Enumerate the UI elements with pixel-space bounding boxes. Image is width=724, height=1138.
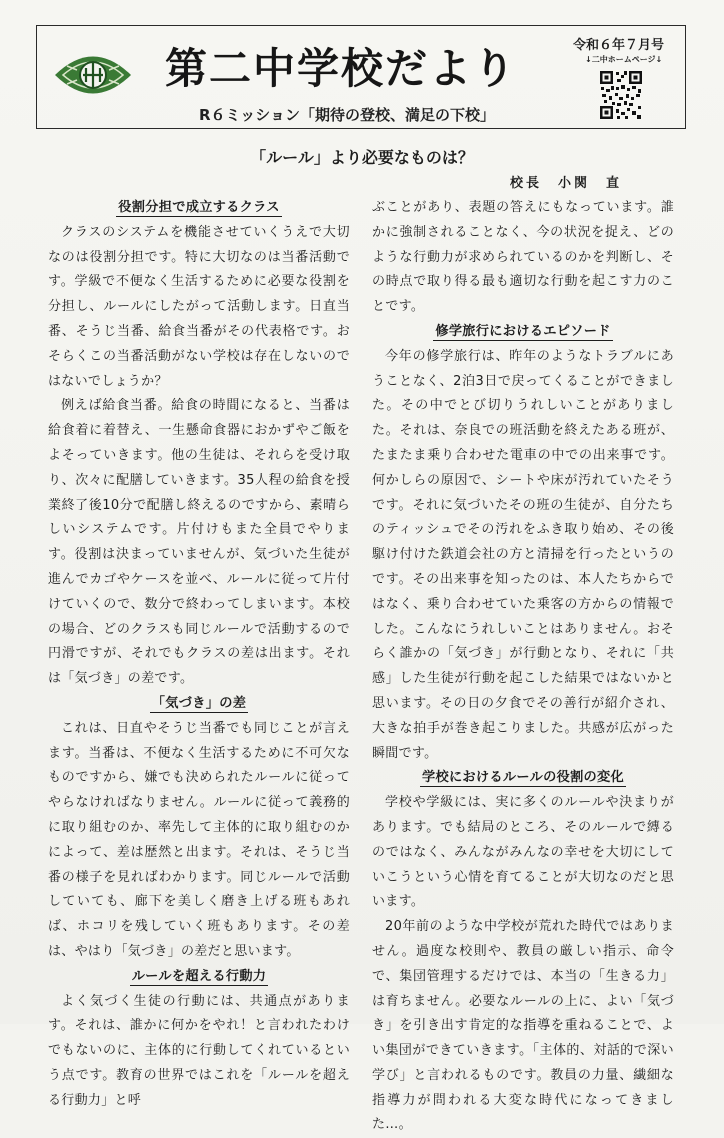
masthead [36,25,686,129]
mission-statement: R６ミッション「期待の登校、満足の下校」 [199,106,495,124]
article-title: 「ルール」より必要なものは？ [250,148,474,167]
article-author: 校長 小関 直 [510,176,623,191]
school-emblem-icon [53,46,133,104]
section-heading: ルールを超える行動力 [131,968,267,984]
paragraph: これは、日直やそうじ当番でも同じことが言えます。当番は、不便なく生活するために不可欠なものですから、嫌でも決められたルールに従ってやらなければなりません。ルールに従って義務的に取り組むのか、率先して主体的に取り組むのかによって、差は歴然と出ます。それは、そうじ当番の様子を見ればわかります。同じルールで活動していても、廊下を美しく磨き上げる班もあれば、ホコリを残していく班もあります。その差は、やはり「気づき」の差だと思います。 [48,720,350,959]
paragraph: 例えば給食当番。給食の時間になると、当番は給食着に着替え、一生懸命食器におかずやご飯をよそっていきます。他の生徒は、それらを受け取り、次々に配膳していきます。35人程の給食を授業終了後10分で配膳し終えるのですから、素晴らしいシステムです。片付けもまた全員でやります。役割は決まっていませんが、気づいた生徒が進んでカゴやケースを並べ、ルールに従って片付けていくので、数分で終わってしまいます。本校の場合、どのクラスも同じルールで活動するので円滑ですが、それでもクラスの差は出ます。それは「気づき」の差です。 [48,398,350,687]
right-column [372,196,674,1138]
section-heading: 修学旅行におけるエピソード [435,323,611,339]
homepage-note: ↓二中ホームページ↓ [585,55,663,64]
section-heading: 役割分担で成立するクラス [118,200,280,215]
paragraph: 学校や学級には、実に多くのルールや決まりがあります。でも結局のところ、そのルールで縛るのではなく、みんながみんなの幸せを大切にしていこうという心情を育てることが大切なのだと思います。 [372,795,674,910]
paragraph: クラスのシステムを機能させていくうえで大切なのは役割分担です。特に大切なのは当番活動です。学級で不便なく生活するために必要な役割を分担し、ルールにしたがって活動します。日直当番、そうじ当番、給食当番がその代表格です。おそらくこの当番活動がない学校は存在しないのではないでしょうか？ [48,224,350,389]
section-heading: 「気づき」の差 [151,695,247,711]
paragraph: 今年の修学旅行は、昨年のようなトラブルにあうことなく、2泊3日で戻ってくることができました。その中でとび切りうれしいことがありました。それは、奈良での班活動を終えたある班が、たまたま乗り合わせた電車の中での出来事です。何かしらの原因で、シートや床が汚れていたそうです。それに気づいたその班の生徒が、自分たちのティッシュでその汚れをふき取り始め、その後駆け付けた鉄道会社の方と清掃を行ったというのです。その出来事を知ったのは、本人たちからではなく、乗り合わせていた乗客の方からの情報でした。こんなにうれしいことはありません。おそらく誰かの「気づき」が行動となり、それに「共感」した生徒が行動を起こした結果ではないかと思います。その日の夕食でその善行が紹介され、大きな拍手が巻き起こりました。共感が広がった瞬間です。 [372,348,674,761]
paragraph: 20年前のような中学校が荒れた時代ではありません。過度な校則や、教員の厳しい指示、命令で、集団管理するだけでは、本当の「生きる力」は育ちません。必要なルールの上に、よい「気づき」を引き出す肯定的な指導を重ねることで、よい集団ができていきます。「主体的、対話的で深い学び」と言われるものです。教員の力量、繊細な指導力が問われる大変な時代になってきました…。 [372,919,674,1133]
paragraph: よく気づく生徒の行動には、共通点があります。それは、誰かに何かをやれ！と言われたわけでもないのに、主体的に行動してくれているという点です。教育の世界ではこれを「ルールを超える行動力」と呼 [48,993,350,1108]
issue-date: 令和６年７月号 [573,38,665,53]
left-column [48,196,350,1113]
newsletter-title: 第二中学校だより [165,44,518,93]
qr-code-icon[interactable] [599,70,643,120]
section-heading: 学校におけるルールの役割の変化 [421,770,625,786]
paragraph-continued: ぶことがあり、表題の答えにもなっています。誰かに強制されることなく、今の状況を捉え、どのような行動力が求められているのかを判断し、その時点で取り得る最も適切な行動を起こす力のことです。 [372,200,674,315]
